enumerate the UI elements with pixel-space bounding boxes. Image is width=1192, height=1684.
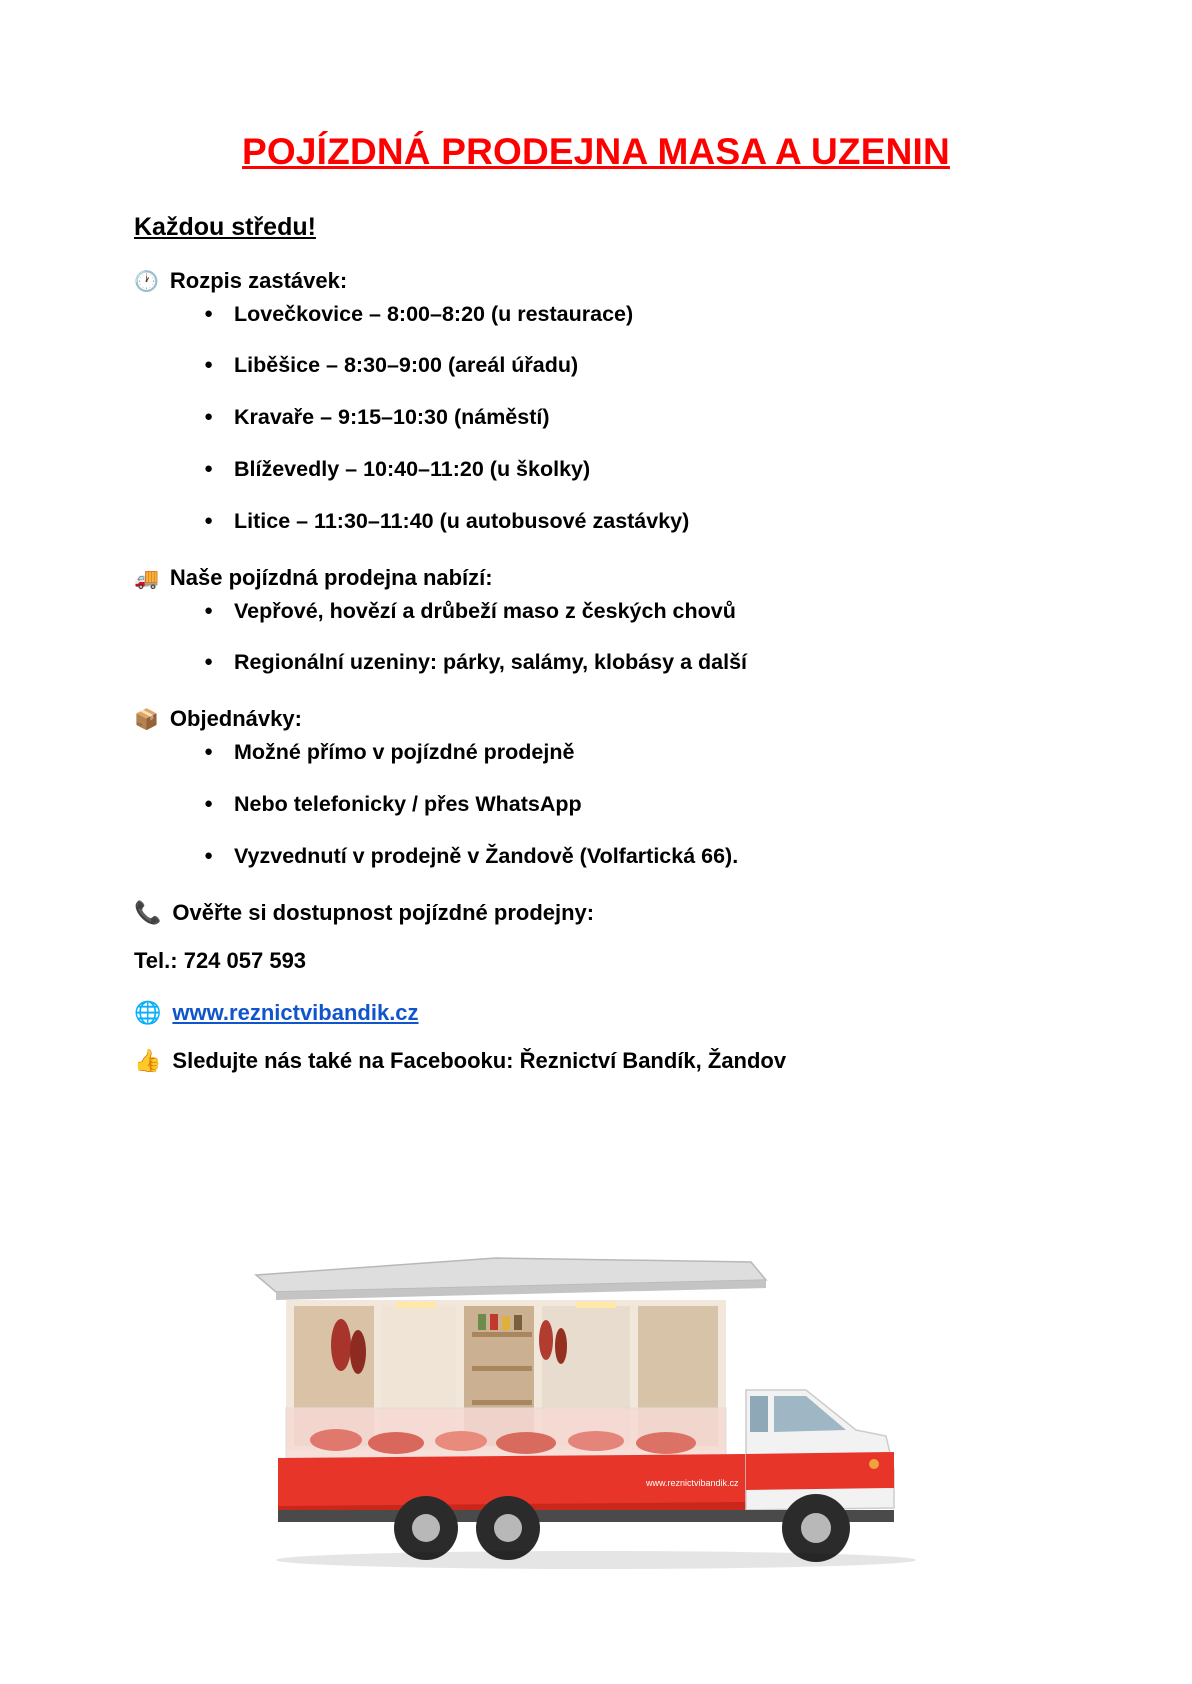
photo-container — [0, 1240, 1192, 1660]
website-line — [134, 1000, 1072, 1026]
orders-heading-label: Objednávky: — [169, 706, 302, 732]
truck-icon: 🚚 — [134, 565, 159, 590]
van-body-text: www.reznictvibandik.cz — [646, 1478, 739, 1488]
website-link[interactable]: www.reznictvibandik.cz — [172, 999, 419, 1025]
offer-heading — [134, 565, 1072, 591]
list-item: ● Lovečkovice – 8:00–8:20 (u restaurace) — [204, 302, 1072, 328]
list-item: ● Vepřové, hovězí a drůbeží maso z českých chovů — [204, 599, 1072, 625]
offer-section — [134, 565, 1072, 677]
orders-section — [134, 706, 1072, 869]
list-item: ● Liběšice – 8:30–9:00 (areál úřadu) — [204, 353, 1072, 379]
globe-icon: 🌐 — [134, 1000, 162, 1026]
schedule-section — [134, 268, 1072, 535]
schedule-heading-label: Rozpis zastávek: — [169, 267, 348, 293]
list-item: ● Litice – 11:30–11:40 (u autobusové zastávky) — [204, 509, 1072, 535]
list-item: ● Kravaře – 9:15–10:30 (náměstí) — [204, 405, 1072, 431]
page-title: POJÍZDNÁ PRODEJNA MASA A UZENIN — [242, 131, 950, 172]
orders-heading — [134, 706, 1072, 732]
list-item: ● Vyzvednutí v prodejně v Žandově (Volfartická 66). — [204, 844, 1072, 870]
list-item: ● Regionální uzeniny: párky, salámy, klobásy a další — [204, 650, 1072, 676]
package-icon: 📦 — [134, 707, 159, 732]
flyer-content — [0, 173, 1192, 1074]
schedule-heading — [134, 268, 1072, 294]
availability-line — [134, 900, 1072, 926]
list-item: ● Možné přímo v pojízdné prodejně — [204, 740, 1072, 766]
clock-icon: 🕐 — [134, 268, 159, 293]
availability-label: Ověřte si dostupnost pojízdné prodejny: — [172, 899, 595, 925]
offer-heading-label: Naše pojízdná prodejna nabízí: — [169, 564, 493, 590]
facebook-line — [134, 1048, 1072, 1074]
list-item: ● Nebo telefonicky / přes WhatsApp — [204, 792, 1072, 818]
phone-icon: 📞 — [134, 900, 162, 926]
mobile-butcher-shop-truck-photo — [246, 1240, 946, 1570]
offer-list — [134, 599, 1072, 677]
subtitle: Každou středu! — [134, 212, 316, 241]
thumbs-up-icon: 👍 — [134, 1048, 162, 1074]
list-item: ● Blíževedly – 10:40–11:20 (u školky) — [204, 457, 1072, 483]
schedule-stop-list — [134, 302, 1072, 535]
orders-list — [134, 740, 1072, 869]
phone-number[interactable]: Tel.: 724 057 593 — [134, 947, 307, 973]
facebook-label: Sledujte nás také na Facebooku: Řeznictví Bandík, Žandov — [172, 1047, 787, 1073]
